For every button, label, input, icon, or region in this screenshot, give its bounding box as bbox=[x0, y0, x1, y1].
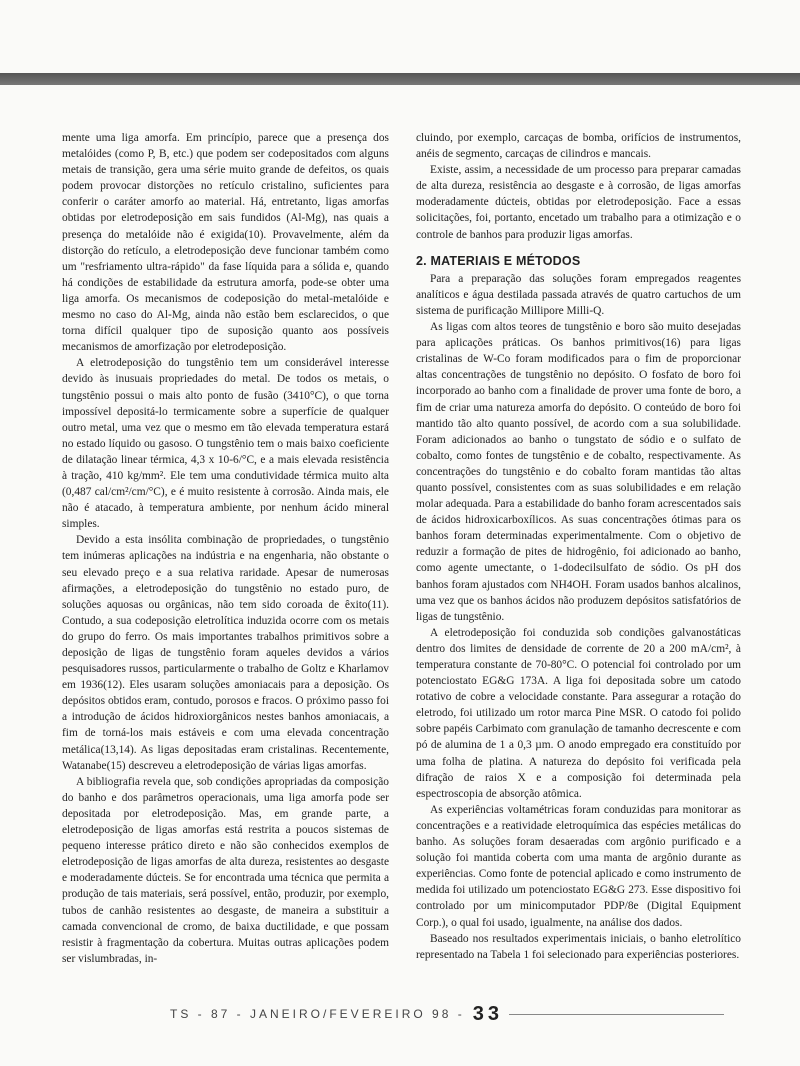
paragraph: Existe, assim, a necessidade de um processo para preparar camadas de alta dureza, resistência ao desgaste e à corrosão, de ligas amorfas moderadamente dúcteis, obtidas por eletrodeposição. Face a essas solicitações, foi, portanto, encetado um trabalho para a otimização e o controle de banhos para produzir ligas amorfas. bbox=[416, 164, 741, 241]
paragraph: mente uma liga amorfa. Em princípio, parece que a presença dos metalóides (como P, B, etc.) que podem ser codepositados com alguns metais de transição, gera uma série muito grande de defeitos, os quais podem provocar distorções no retículo cristalino, suficientes para conferir o caráter amorfo ao material. Há, entretanto, ligas amorfas obtidas por eletrodeposição em sais fundidos (Al-Mg), nas quais a presença do metalóide não é exigida(10). Provavelmente, além da distorção do retículo, a eletrodeposição deve funcionar também como um "resfriamento ultra-rápido" da fase líquida para a sólida e, quando há condições de estabilidade da estrutura amorfa, pode-se obter uma liga amorfa. Os mecanismos de codeposição do metal-metalóide e mesmo no caso do Al-Mg, ainda não estão bem esclarecidos, o que torna difícil qualquer tipo de suposição quanto aos possíveis mecanismos de amorfização por eletrodeposição. bbox=[62, 132, 389, 354]
footer-rule bbox=[509, 1014, 724, 1015]
page-number: 33 bbox=[472, 1002, 503, 1025]
footer-journal-info: TS - 87 - JANEIRO/FEVEREIRO 98 - bbox=[170, 1007, 465, 1021]
paragraph: Devido a esta insólita combinação de propriedades, o tungstênio tem inúmeras aplicações na indústria e na engenharia, não obstante o seu elevado preço e a sua relativa raridade. Apesar de numerosas afirmações, a eletrodeposição do tungstênio no estado puro, de soluções aquosas ou orgânicas, não tem sido coroada de êxito(11). Contudo, a sua codeposição eletrolítica induzida ocorre com os metais do grupo do ferro. Os mais importantes trabalhos primitivos sobre a deposição de ligas de tungstênio foram aqueles devidos a vários pesquisadores russos, particularmente o trabalho de Goltz e Kharlamov em 1936(12). Eles usaram soluções amoniacais para a deposição. Os depósitos obtidos eram, contudo, porosos e fracos. O próximo passo foi a introdução de ácidos hidroxiorgânicos nestes banhos amoniacais, a fim de torná-los mais estáveis e com uma elevada concentração metálica(13,14). As ligas depositadas eram cristalinas. Recentemente, Watanabe(15) descreveu a eletrodeposição de várias ligas amorfas. bbox=[62, 534, 389, 772]
paragraph: A bibliografia revela que, sob condições apropriadas da composição do banho e dos parâmetros operacionais, uma liga amorfa pode ser depositada por eletrodeposição. Mas, em grande parte, a eletrodeposição de ligas amorfas está restrita a poucos sistemas de pequeno interesse prático direto e não são conhecidos exemplos de eletrodeposição de ligas amorfas de alta dureza, resistentes ao desgaste e moderadamente dúcteis. Se for encontrada uma técnica que permita a produção de tais materiais, será possível, então, produzir, por exemplo, tubos de canhão resistentes ao desgaste, de maneira a substituir a camada convencional de cromo, de baixa ductilidade, e que possam resistir à fragmentação da cobertura. Muitas outras aplicações podem ser vislumbradas, in- bbox=[62, 775, 389, 965]
paragraph: cluindo, por exemplo, carcaças de bomba, orifícios de instrumentos, anéis de segmento, carcaças de cilindros e mancais. bbox=[416, 132, 741, 161]
left-text-column bbox=[62, 130, 389, 967]
paragraph: A eletrodeposição foi conduzida sob condições galvanostáticas dentro dos limites de densidade de corrente de 20 a 200 mA/cm², à temperatura constante de 70-80°C. O potencial foi controlado por um potenciostato EG&G 173A. A liga foi depositada sobre um catodo rotativo de cobre a velocidade constante. Para assegurar a rotação do eletrodo, foi utilizado um rotor marca Pine MSR. O catodo foi polido sobre papéis Carbimato com granulação de tamanho decrescente e com pó de alumina de 1 a 0,3 µm. O anodo empregado era constituído por uma folha de platina. A natureza do depósito foi verificada pela difração de raios X e a composição foi determinada pela espectroscopia de absorção atômica. bbox=[416, 626, 741, 800]
page-footer bbox=[170, 1004, 730, 1024]
top-rule-bar bbox=[0, 73, 800, 85]
paragraph: As ligas com altos teores de tungstênio e boro são muito desejadas para aplicações práticas. Os banhos primitivos(16) para ligas cristalinas de W-Co foram modificados para o fim de proporcionar altas concentrações de tungstênio no depósito. O fosfato de boro foi incorporado ao banho com a finalidade de prover uma fonte de boro, a fim de criar uma natureza amorfa do depósito. O conteúdo de boro foi mantido tão alto quanto possível, de acordo com a sua solubilidade. Foram adicionados ao banho o tungstato de sódio e o sulfato de cobalto, como fontes de tungstênio e de cobalto, respectivamente. As concentrações do tungstênio e do cobalto foram mantidas tão altas quanto possível, consistentes com as suas solubilidades e em relação molar adequada. Para a estabilidade do banho foram acrescentados sais de ácidos hidroxicarboxílicos. As suas concentrações ótimas para os banhos foram determinadas experimentalmente. Com o objetivo de reduzir a formação de pites de hidrogênio, foi adicionado ao banho, como agente umectante, o 1-dodecilsulfato de sódio. Os pH dos banhos foram ajustados com NH4OH. Foram usados banhos alcalinos, uma vez que os banhos ácidos não produzem depósitos satisfatórios de ligas de tungstênio. bbox=[416, 321, 741, 623]
section-heading: 2. MATERIAIS E MÉTODOS bbox=[416, 253, 581, 268]
paragraph: Baseado nos resultados experimentais iniciais, o banho eletrolítico representado na Tabela 1 foi selecionado para experiências posteriores. bbox=[416, 932, 741, 961]
paragraph: A eletrodeposição do tungstênio tem um considerável interesse devido às inusuais propriedades do metal. De todos os metais, o tungstênio possui o mais alto ponto de fusão (3410°C), o que torna impossível depositá-lo termicamente sobre a superfície de qualquer outro metal, uma vez que o mesmo em tão elevada temperatura estará no estado líquido ou gasoso. O tungstênio tem o mais baixo coeficiente de dilatação linear térmica, 4,3 x 10-6/°C, e a mais elevada resistência à tração, 410 kg/mm². Ele tem uma condutividade térmica muito alta (0,487 cal/cm²/cm/°C), e é muito resistente à corrosão. Ainda mais, ele não é atacado, à temperatura ambiente, por nenhum ácido mineral simples. bbox=[62, 357, 389, 531]
paragraph: Para a preparação das soluções foram empregados reagentes analíticos e água destilada passada através de quatro cartuchos de um sistema de purificação Millipore Milli-Q. bbox=[416, 272, 741, 317]
paragraph: As experiências voltamétricas foram conduzidas para monitorar as concentrações e a reatividade eletroquímica das espécies metálicas do banho. As soluções foram desaeradas com argônio purificado e a solução foi mantida coberta com uma manta de argônio durante as experiências. Como fonte de potencial aplicado e como instrumento de medida foi utilizado um potenciostato EG&G 273. Esse dispositivo foi controlado por um minicomputador PDP/8e (Digital Equipment Corp.), o qual foi usado, igualmente, na análise dos dados. bbox=[416, 803, 741, 929]
right-text-column bbox=[416, 130, 741, 963]
